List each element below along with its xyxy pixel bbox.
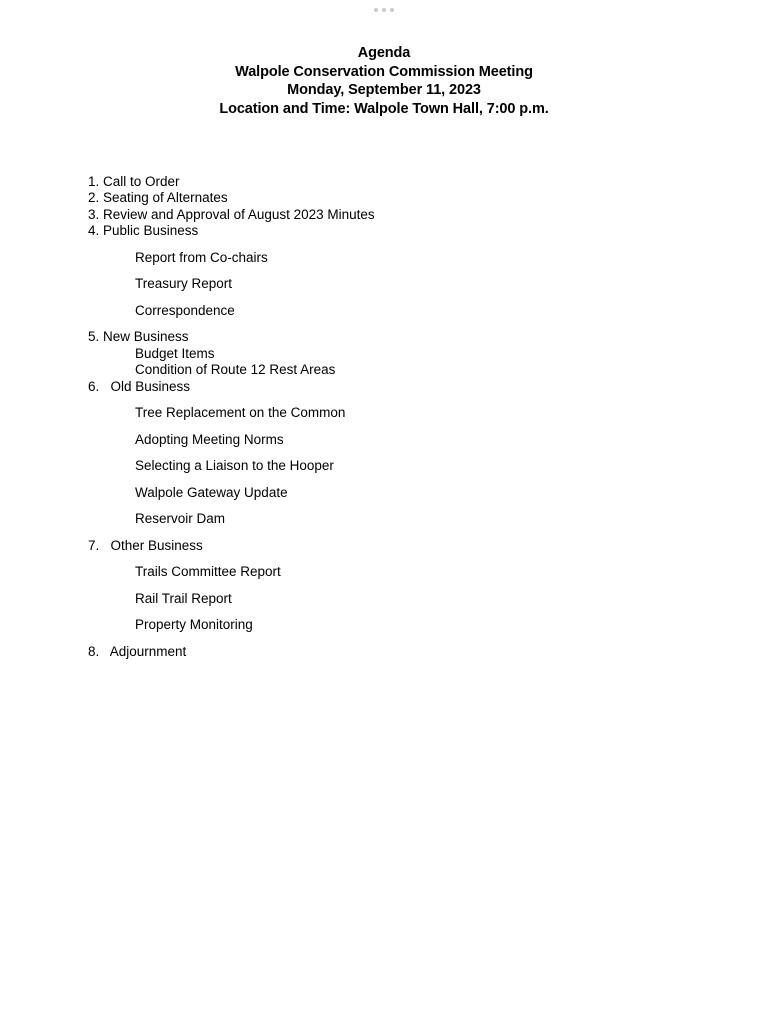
agenda-subitem: Condition of Route 12 Rest Areas <box>135 362 336 378</box>
agenda-item: 5. New Business <box>88 329 189 345</box>
agenda-subitem: Correspondence <box>135 302 235 318</box>
agenda-subitem: Reservoir Dam <box>135 511 226 527</box>
agenda-item: 1. Call to Order <box>88 173 180 189</box>
agenda-subitem: Selecting a Liaison to the Hooper <box>135 458 334 474</box>
agenda-subitem: Property Monitoring <box>135 617 253 633</box>
agenda-subitem: Walpole Gateway Update <box>135 484 288 500</box>
agenda-item: 2. Seating of Alternates <box>88 190 228 206</box>
agenda-item: 3. Review and Approval of August 2023 Minutes <box>88 206 375 222</box>
agenda-item: 6. Old Business <box>88 378 191 394</box>
agenda-item: 8. Adjournment <box>88 643 187 659</box>
agenda-subitem: Treasury Report <box>135 276 233 292</box>
header-line-date: Monday, September 11, 2023 <box>287 82 481 99</box>
header-line-location-time: Location and Time: Walpole Town Hall, 7:00 p.m. <box>219 101 549 118</box>
agenda-subitem: Adopting Meeting Norms <box>135 431 284 447</box>
agenda-item: 7. Other Business <box>88 537 203 553</box>
agenda-subitem: Budget Items <box>135 345 215 361</box>
document-header <box>0 44 768 119</box>
header-line-title: Agenda <box>357 45 411 61</box>
agenda-item: 4. Public Business <box>88 223 199 239</box>
agenda-subitem: Report from Co-chairs <box>135 249 268 265</box>
agenda-list <box>0 174 768 661</box>
agenda-subitem: Tree Replacement on the Common <box>135 405 346 421</box>
agenda-subitem: Rail Trail Report <box>135 590 232 606</box>
agenda-subitem: Trails Committee Report <box>135 564 281 580</box>
header-line-meeting: Walpole Conservation Commission Meeting <box>235 63 533 80</box>
